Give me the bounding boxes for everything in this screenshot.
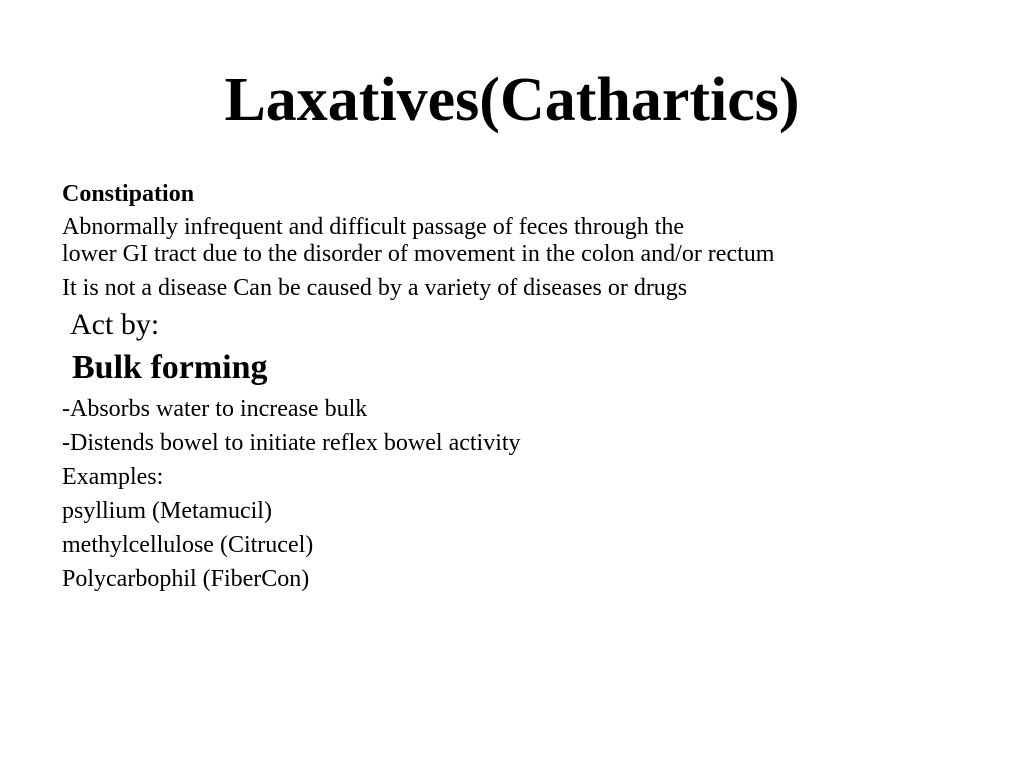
subheading-bulk-forming: Bulk forming <box>72 349 268 386</box>
bullet-point: -Distends bowel to initiate reflex bowel activity <box>62 430 521 456</box>
definition-paragraph <box>62 214 982 268</box>
definition-line: lower GI tract due to the disorder of movement in the colon and/or rectum <box>62 241 775 267</box>
examples-label: Examples: <box>62 464 164 490</box>
example-item: methylcellulose (Citrucel) <box>62 532 314 558</box>
act-by-label: Act by: <box>70 308 160 341</box>
bullet-point: -Absorbs water to increase bulk <box>62 396 368 422</box>
slide-title: Laxatives(Cathartics) <box>224 66 800 134</box>
slide-body <box>62 180 982 596</box>
section-heading-constipation: Constipation <box>62 181 195 207</box>
definition-line: Abnormally infrequent and difficult passage of feces through the <box>62 214 685 240</box>
note-text: It is not a disease Can be caused by a variety of diseases or drugs <box>62 275 688 301</box>
example-item: Polycarbophil (FiberCon) <box>62 566 310 592</box>
example-item: psyllium (Metamucil) <box>62 498 272 524</box>
